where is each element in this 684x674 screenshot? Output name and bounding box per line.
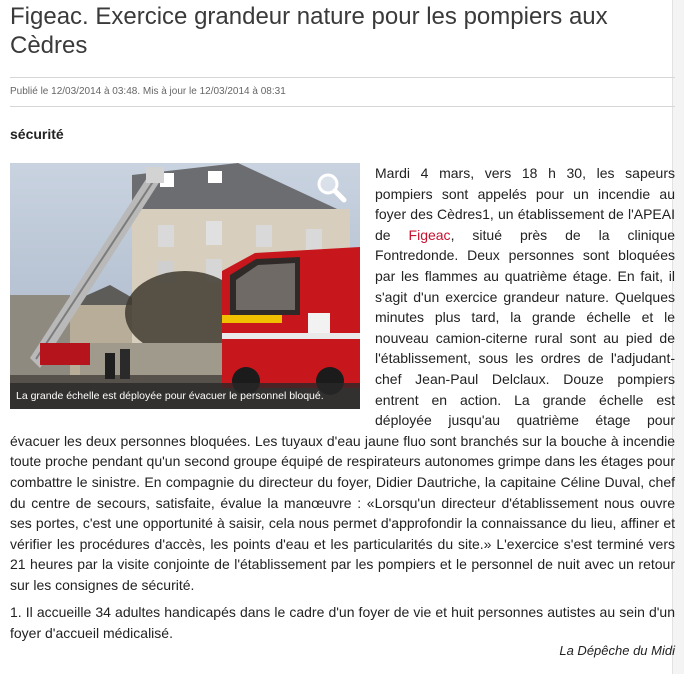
article-rubric: sécurité bbox=[10, 126, 64, 142]
article-body bbox=[10, 163, 675, 644]
magnifier-zoom-icon[interactable] bbox=[315, 171, 347, 203]
article-title: Figeac. Exercice grandeur nature pour les pompiers aux Cèdres bbox=[10, 3, 608, 59]
fire-exercise-photo bbox=[10, 163, 360, 409]
publication-meta: Publié le 12/03/2014 à 03:48. Mis à jour le 12/03/2014 à 08:31 bbox=[10, 86, 286, 97]
article-footnote: 1. Il accueille 34 adultes handicapés dans le cadre d'un foyer de vie et huit personnes autistes au sein d'un foyer d'accueil médicalisé. bbox=[10, 604, 675, 642]
figeac-link[interactable]: Figeac bbox=[408, 226, 451, 243]
paragraph-text-start: Mardi 4 mars, vers 18 h 30, les sapeurs pompiers sont appelés pour un incendie au foyer des Cèdres1, un établissement de l'APEAI de bbox=[375, 165, 675, 243]
image-caption: La grande échelle est déployée pour évacuer le personnel bloqué. bbox=[10, 383, 360, 409]
paragraph-text-end: , situé près de la clinique Fontredonde. Deux personnes sont bloquées par les flammes au quatrième étage. En fait, il s'agit d'un exercice grandeur nature. Quelques minutes plus tard, la grande échelle et le nouveau camion-citerne rural sont au pied de l'établissement, sous les ordres de l'adjudant-chef Jean-Paul Delclaux. Douze pompiers entrent en action. La grande échelle est déployée jusqu'au quatrième étage pour évacuer les deux personnes bloquées. Les tuyaux d'eau jaune fluo sont branchés sur la bouche à incendie toute proche pendant qu'un second groupe équipé de respirateurs autonomes grimpe dans les étages pour combattre le sinistre. En compagnie du directeur du foyer, Didier Dautriche, la capitaine Céline Duval, chef du centre de secours, satisfaite, évalue la manœuvre : «Lorsqu'un directeur d'établissement nous ouvre ses portes, c'est une opportunité à saisir, cela nous permet d'approfondir la connaissance du lieu, affiner et vérifier les procédures d'accès, les points d'eau et les particularités du site.» L'exercice s'est terminé vers 21 heures par la visite conjointe de l'établissement par les pompiers et le personnel de nuit avec un retour sur les consignes de sécurité. bbox=[10, 226, 675, 593]
meta-divider bbox=[10, 106, 675, 107]
title-divider bbox=[10, 77, 675, 78]
article-source: La Dépêche du Midi bbox=[559, 643, 675, 658]
article-photo[interactable] bbox=[10, 163, 360, 409]
